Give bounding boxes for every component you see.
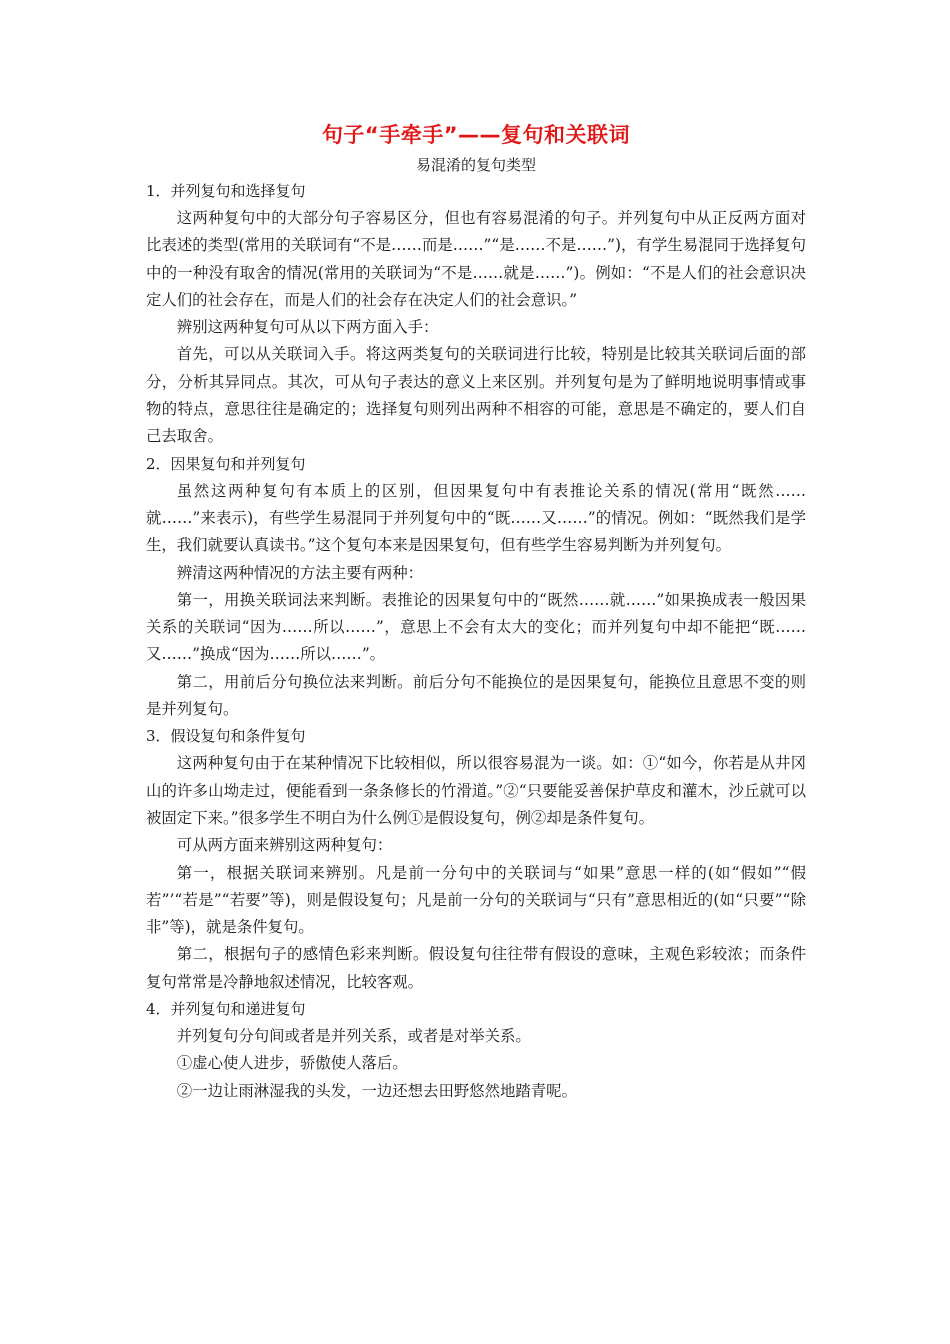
section-heading: 2．因果复句和并列复句 <box>146 454 306 473</box>
section-4 <box>146 996 806 1105</box>
document-subtitle: 易混淆的复句类型 <box>415 156 536 174</box>
section-2 <box>146 451 806 724</box>
section-heading: 4．并列复句和递进复句 <box>146 1000 306 1019</box>
paragraph: 并列复句分句间或者是并列关系，或者是对举关系。 <box>176 1027 531 1046</box>
example-item: ②一边让雨淋湿我的头发，一边还想去田野悠然地踏青呢。 <box>176 1081 577 1100</box>
paragraph: 可从两方面来辨别这两种复句： <box>176 836 393 855</box>
paragraph: 第一，根据关联词来辨别。凡是前一分句中的关联词与“如果”意思一样的(如“假如”“假若”’“若是”“若要”等)，则是假设复句；凡是前一分句的关联词与“只有”意思相近的(如“只要”“除非”等)，就是条件复句。 <box>146 863 806 937</box>
paragraph: 首先，可以从关联词入手。将这两类复句的关联词进行比较，特别是比较其关联词后面的部分，分析其异同点。其次，可从句子表达的意义上来区别。并列复句是为了鲜明地说明事情或事物的特点，意思往往是确定的；选择复句则列出两种不相容的可能，意思是不确定的，要人们自己去取舍。 <box>146 345 806 446</box>
paragraph: 第一，用换关联词法来判断。表推论的因果复句中的“既然……就……”如果换成表一般因果关系的关联词“因为……所以……”，意思上不会有太大的变化；而并列复句中却不能把“既……又……”换成“因为……所以……”。 <box>146 590 806 664</box>
paragraph: 第二，用前后分句换位法来判断。前后分句不能换位的是因果复句，能换位且意思不变的则是并列复句。 <box>146 672 806 719</box>
paragraph: 辨别这两种复句可从以下两方面入手： <box>176 318 439 337</box>
paragraph: 第二，根据句子的感情色彩来判断。假设复句往往带有假设的意味，主观色彩较浓；而条件复句常常是冷静地叙述情况，比较客观。 <box>146 945 806 991</box>
section-heading: 3．假设复句和条件复句 <box>146 727 306 746</box>
section-1 <box>146 178 806 451</box>
section-3 <box>146 723 806 996</box>
paragraph: 这两种复句中的大部分句子容易区分，但也有容易混淆的句子。并列复句中从正反两方面对比表述的类型(常用的关联词有“不是……而是……”“是……不是……”)，有学生易混同于选择复句中的一种没有取舍的情况(常用的关联词为“不是……就是……”)。例如：“不是人们的社会意识决定人们的社会存在，而是人们的社会存在决定人们的社会意识。” <box>146 209 806 309</box>
section-heading: 1．并列复句和选择复句 <box>146 182 306 200</box>
paragraph: 虽然这两种复句有本质上的区别，但因果复句中有表推论关系的情况(常用“既然……就……”来表示)，有些学生易混同于并列复句中的“既……又……”的情况。例如：“既然我们是学生，我们就要认真读书。”这个复句本来是因果复句，但有些学生容易判断为并列复句。 <box>146 481 806 555</box>
paragraph: 这两种复句由于在某种情况下比较相似，所以很容易混为一谈。如：①“如今，你若是从井冈山的许多山坳走过，便能看到一条条修长的竹滑道。”②“只要能妥善保护草皮和灌木，沙丘就可以被固定下来。”很多学生不明白为什么例①是假设复句，例②却是条件复句。 <box>146 754 806 827</box>
document-title: 句子“手牵手”——复句和关联词 <box>321 123 631 147</box>
example-item: ①虚心使人进步，骄傲使人落后。 <box>176 1054 408 1073</box>
document-content <box>146 118 806 1105</box>
paragraph: 辨清这两种情况的方法主要有两种： <box>176 563 424 582</box>
